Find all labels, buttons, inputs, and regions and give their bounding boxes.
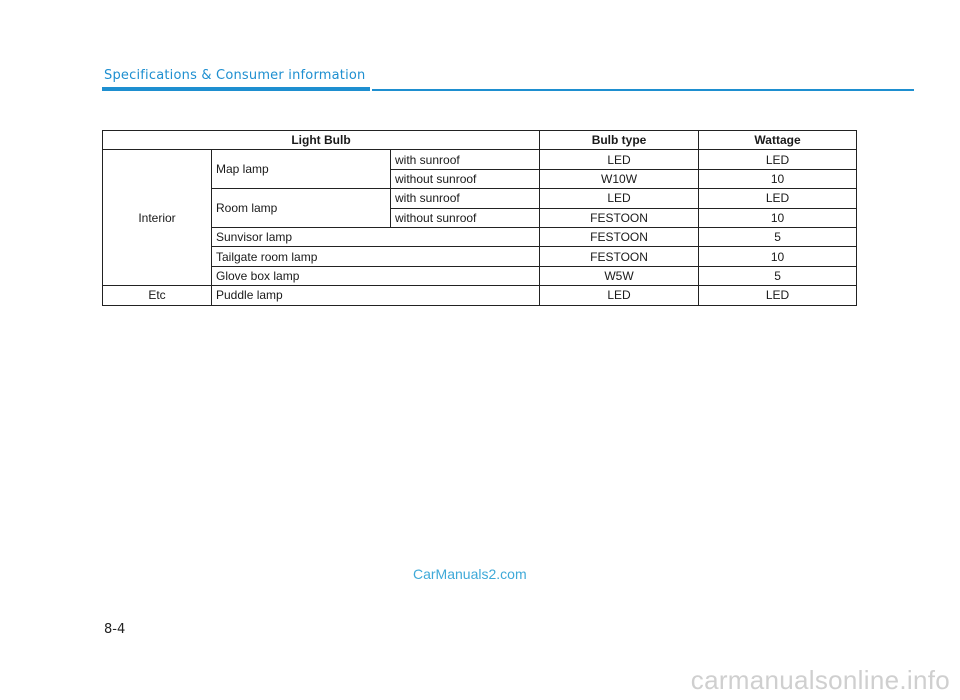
header-rule-thick	[102, 87, 370, 91]
sunvisor-lamp-wattage: 5	[699, 227, 857, 246]
header-bulb-type: Bulb type	[540, 131, 699, 150]
room-lamp-without-sunroof-type: FESTOON	[540, 208, 699, 227]
tailgate-room-lamp-wattage: 10	[699, 247, 857, 266]
sunvisor-lamp-name: Sunvisor lamp	[212, 227, 540, 246]
room-lamp-without-sunroof-wattage: 10	[699, 208, 857, 227]
tailgate-room-lamp-type: FESTOON	[540, 247, 699, 266]
room-lamp-with-sunroof: with sunroof	[391, 189, 540, 208]
header-light-bulb: Light Bulb	[103, 131, 540, 150]
watermark-carmanualsonline: carmanualsonline.info	[690, 665, 950, 695]
table-row	[103, 247, 857, 266]
room-lamp-name: Room lamp	[212, 189, 391, 228]
group-etc: Etc	[103, 286, 212, 305]
tailgate-room-lamp-name: Tailgate room lamp	[212, 247, 540, 266]
table-row	[103, 266, 857, 285]
glove-box-lamp-wattage: 5	[699, 266, 857, 285]
glove-box-lamp-name: Glove box lamp	[212, 266, 540, 285]
map-lamp-with-sunroof: with sunroof	[391, 150, 540, 169]
table-header-row	[103, 131, 857, 150]
room-lamp-without-sunroof: without sunroof	[391, 208, 540, 227]
room-lamp-with-sunroof-type: LED	[540, 189, 699, 208]
header-rule-thin	[372, 89, 914, 91]
sunvisor-lamp-type: FESTOON	[540, 227, 699, 246]
watermark-carmanuals2[interactable]: CarManuals2.com	[413, 566, 527, 582]
puddle-lamp-wattage: LED	[699, 286, 857, 305]
page-number: 8-4	[104, 622, 126, 637]
table-row	[103, 150, 857, 169]
glove-box-lamp-type: W5W	[540, 266, 699, 285]
table-row	[103, 227, 857, 246]
map-lamp-with-sunroof-wattage: LED	[699, 150, 857, 169]
light-bulb-table	[102, 130, 857, 306]
table-row	[103, 189, 857, 208]
puddle-lamp-name: Puddle lamp	[212, 286, 540, 305]
group-interior: Interior	[103, 150, 212, 286]
map-lamp-without-sunroof-type: W10W	[540, 169, 699, 188]
table-row	[103, 286, 857, 305]
section-title: Specifications & Consumer information	[104, 68, 366, 83]
map-lamp-without-sunroof: without sunroof	[391, 169, 540, 188]
room-lamp-with-sunroof-wattage: LED	[699, 189, 857, 208]
puddle-lamp-type: LED	[540, 286, 699, 305]
map-lamp-name: Map lamp	[212, 150, 391, 189]
header-wattage: Wattage	[699, 131, 857, 150]
map-lamp-with-sunroof-type: LED	[540, 150, 699, 169]
map-lamp-without-sunroof-wattage: 10	[699, 169, 857, 188]
